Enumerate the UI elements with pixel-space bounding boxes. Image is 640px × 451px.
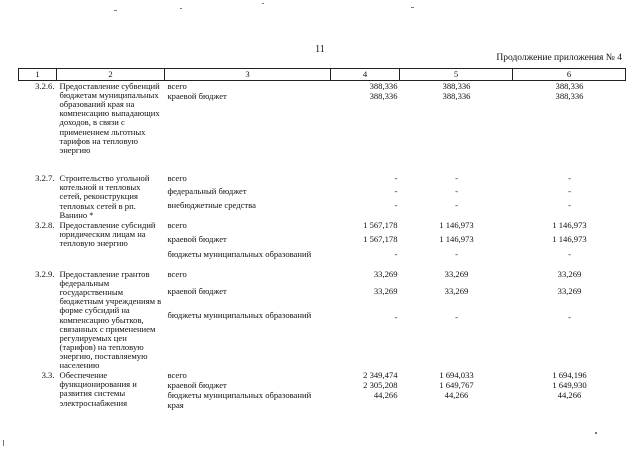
value-col5: 1 694,033 (439, 370, 474, 381)
scan-speck (114, 10, 117, 11)
table-row (19, 220, 626, 230)
value-col5: - (455, 185, 458, 196)
scan-speck (262, 3, 264, 4)
table-row (19, 370, 626, 380)
value-col4: 44,266 (373, 390, 398, 401)
funding-source: бюджеты муниципальных образований края (167, 390, 312, 410)
value-col6: 1 649,930 (552, 380, 587, 391)
item-number: 3.2.6. (35, 81, 55, 91)
value-col5: 1 649,767 (439, 380, 474, 391)
value-col6: - (568, 185, 571, 196)
item-number: 3.2.7. (35, 173, 55, 184)
funding-source: всего (167, 219, 187, 230)
funding-source: бюджеты муниципальных образований (167, 248, 312, 259)
value-col4: 388,336 (369, 81, 398, 91)
funding-source: федеральный бюджет (167, 185, 247, 196)
value-col4: - (394, 312, 398, 323)
value-col6: - (568, 248, 571, 259)
scan-speck (411, 7, 414, 8)
item-number: 3.3. (41, 370, 55, 381)
column-header: 1 (19, 69, 57, 81)
value-col6: 33,269 (557, 286, 582, 297)
table-row (19, 81, 626, 92)
funding-source: всего (167, 268, 187, 279)
value-col5: 33,269 (444, 286, 469, 297)
value-col6: - (568, 312, 571, 323)
value-col6: 1 146,973 (552, 219, 587, 230)
column-header: 5 (400, 69, 513, 81)
column-header: 4 (331, 69, 400, 81)
item-name: Предоставление грантов федеральным государственным бюджетным учреждениям в форме субсидий на компенсацию убытков, связанных с применением регулируемых цен (тарифов) на тепловую энергию, поставляемую населению (59, 268, 162, 371)
item-name: Предоставление субсидий юридическим лицам на тепловую энергию (59, 219, 156, 248)
value-col4: 33,269 (373, 286, 398, 297)
appendix-continuation-note: Продолжение приложения № 4 (496, 53, 622, 63)
scan-speck (3, 440, 4, 446)
value-col5: - (455, 199, 458, 210)
value-col5: 44,266 (444, 390, 469, 401)
value-col6: 44,266 (557, 390, 582, 401)
page-number: 11 (315, 44, 325, 55)
value-col6: 388,336 (555, 91, 584, 102)
value-col4: 33,269 (373, 268, 398, 279)
table-row (19, 269, 626, 286)
funding-source: краевой бюджет (167, 286, 227, 297)
item-number: 3.2.9. (35, 268, 55, 279)
funding-source: всего (167, 370, 187, 381)
value-col6: 33,269 (557, 268, 582, 279)
value-col6: - (568, 199, 571, 210)
value-col5: 1 146,973 (439, 219, 474, 230)
value-col4: 388,336 (369, 91, 398, 102)
column-header: 2 (57, 69, 165, 81)
table-header-row (19, 69, 626, 81)
funding-source: всего (167, 81, 187, 91)
scan-speck (180, 8, 182, 9)
column-header: 3 (165, 69, 331, 81)
scan-speck (595, 432, 597, 434)
funding-source: всего (167, 173, 187, 184)
column-header: 6 (513, 69, 626, 81)
value-col5: - (455, 312, 458, 323)
value-col4: 1 567,178 (363, 219, 398, 230)
funding-source: бюджеты муниципальных образований (167, 310, 312, 321)
funding-source: краевой бюджет (167, 233, 227, 244)
table-row (19, 173, 626, 186)
funding-source: краевой бюджет (167, 91, 227, 102)
value-col5: 388,336 (442, 91, 471, 102)
value-col6: 1 694,196 (552, 370, 587, 381)
item-name: Предоставление субвенций бюджетам муниципальных образований края на компенсацию выпадающих доходов, в связи с применением льготных тарифов на тепловую энергию (59, 81, 160, 155)
item-name: Строительство угольной котельной и тепловых сетей, реконструкция тепловых сетей в рп. Ванино * (59, 173, 150, 220)
value-col5: - (455, 248, 458, 259)
value-col4: - (394, 248, 398, 259)
value-col6: 1 146,973 (552, 233, 587, 244)
value-col5: - (455, 173, 458, 184)
value-col4: - (394, 199, 398, 210)
value-col4: - (394, 173, 398, 184)
budget-table (18, 68, 626, 410)
value-col4: - (394, 185, 398, 196)
funding-source: краевой бюджет (167, 380, 227, 391)
value-col5: 388,336 (442, 81, 471, 91)
value-col4: 2 349,474 (363, 370, 398, 381)
value-col4: 2 305,208 (363, 380, 398, 391)
value-col5: 33,269 (444, 268, 469, 279)
item-number: 3.2.8. (35, 219, 55, 230)
value-col5: 1 146,973 (439, 233, 474, 244)
value-col6: - (568, 173, 571, 184)
item-name: Обеспечение функционирования и развития системы электроснабжения (59, 370, 137, 408)
funding-source: внебюджетные средства (167, 199, 256, 210)
value-col4: 1 567,178 (363, 233, 398, 244)
value-col6: 388,336 (555, 81, 584, 91)
